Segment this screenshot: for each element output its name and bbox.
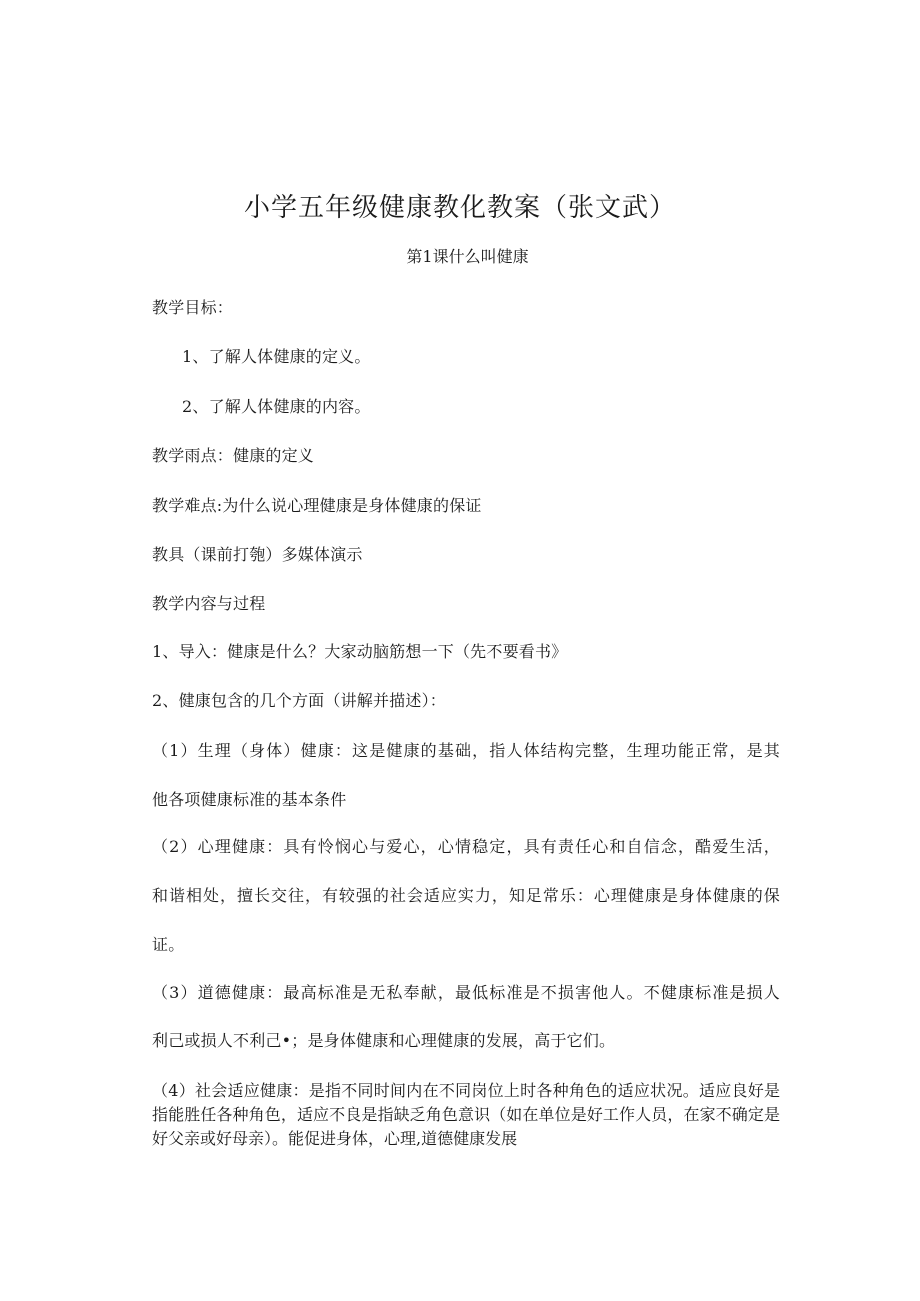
item-2-line-3: 证。: [152, 935, 185, 954]
item-4-paragraph: （4）社会适应健康：是指不同时间内在不同岗位上时各种角色的适应状况。适应良好是指能胜任各种角色，适应不良是指缺乏角色意识（如在单位是好工作人员，在家不确定是好父亲或好母亲）。能促进身体，心理,道德健康发展: [152, 1081, 780, 1148]
goal-item-2: 2、了解人体健康的内容。: [182, 397, 371, 416]
item-2-line-1: （2）心理健康：具有怜悯心与爱心，心情稳定，具有责任心和自信念，酷爱生活，: [152, 837, 780, 856]
content-label: 教学内容与过程: [152, 594, 266, 613]
goal-item-1: 1、了解人体健康的定义。: [182, 347, 371, 366]
item-2-line-2: 和谐相处，擅长交往，有较强的社会适应实力，知足常乐：心理健康是身体健康的保: [152, 886, 780, 905]
document-title: 小学五年级健康教化教案（张文武）: [243, 193, 676, 223]
item-1-line-2: 他各项健康标准的基本条件: [152, 790, 347, 809]
lesson-title: 第1课什么叫健康: [406, 247, 529, 266]
item-3-line-1: （3）道德健康：最高标准是无私奉献，最低标准是不损害他人。不健康标准是损人: [152, 983, 780, 1002]
item-3-line-2: 利己或损人不利己•；是身体健康和心理健康的发展，高于它们。: [152, 1031, 616, 1050]
teaching-aids: 教具（课前打匏）多媒体演示: [152, 545, 363, 564]
key-point: 教学雨点：健康的定义: [152, 446, 315, 465]
goals-label: 教学目标：: [152, 298, 234, 317]
difficult-point: 教学难点:为什么说心理健康是身体健康的保证: [152, 496, 482, 515]
item-1-line-1: （1）生理（身体）健康：这是健康的基础，指人体结构完整，生理功能正常，是其: [152, 741, 780, 760]
step-2: 2、健康包含的几个方面（讲解并描述）：: [152, 691, 446, 710]
step-1: 1、导入：健康是什么？大家动脑筋想一下（先不要看书》: [152, 642, 568, 661]
